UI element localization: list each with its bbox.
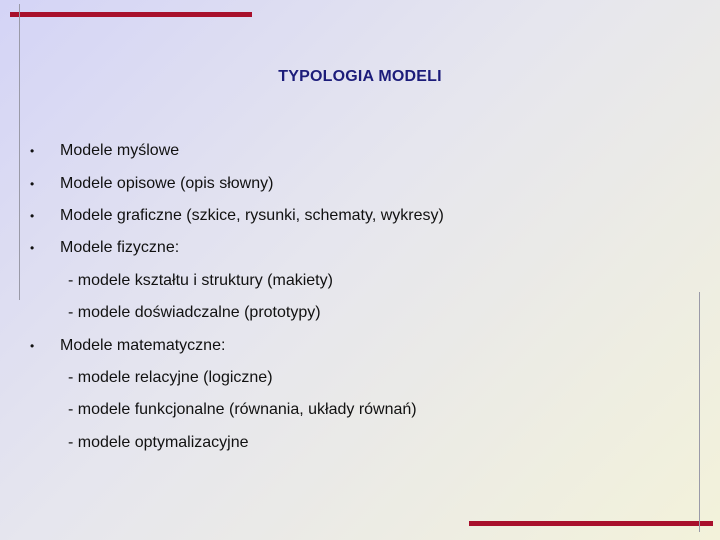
sub-item-label: - modele doświadczalne (prototypy) (68, 304, 321, 321)
bullet-marker: • (30, 209, 35, 223)
bullet-item-label: Modele graficzne (szkice, rysunki, schematy, wykresy) (60, 207, 444, 224)
bullet-item-label: Modele myślowe (60, 142, 180, 159)
bullet-item-label: Modele opisowe (opis słowny) (60, 175, 274, 192)
sub-item-label: - modele optymalizacyjne (68, 434, 249, 451)
decorative-right-line (699, 292, 700, 532)
bullet-item-label: Modele fizyczne: (60, 239, 180, 256)
bullet-marker: • (30, 339, 35, 353)
bullet-marker: • (30, 144, 35, 158)
decorative-bottom-bar (469, 521, 713, 526)
sub-item-label: - modele kształtu i struktury (makiety) (68, 272, 333, 289)
slide-title: TYPOLOGIA MODELI (278, 68, 442, 85)
decorative-left-line (19, 4, 20, 300)
bullet-marker: • (30, 177, 35, 191)
sub-item-label: - modele relacyjne (logiczne) (68, 369, 273, 386)
decorative-top-bar (10, 12, 252, 17)
bullet-marker: • (30, 241, 35, 255)
bullet-item-label: Modele matematyczne: (60, 337, 226, 354)
sub-item-label: - modele funkcjonalne (równania, układy równań) (68, 401, 417, 418)
